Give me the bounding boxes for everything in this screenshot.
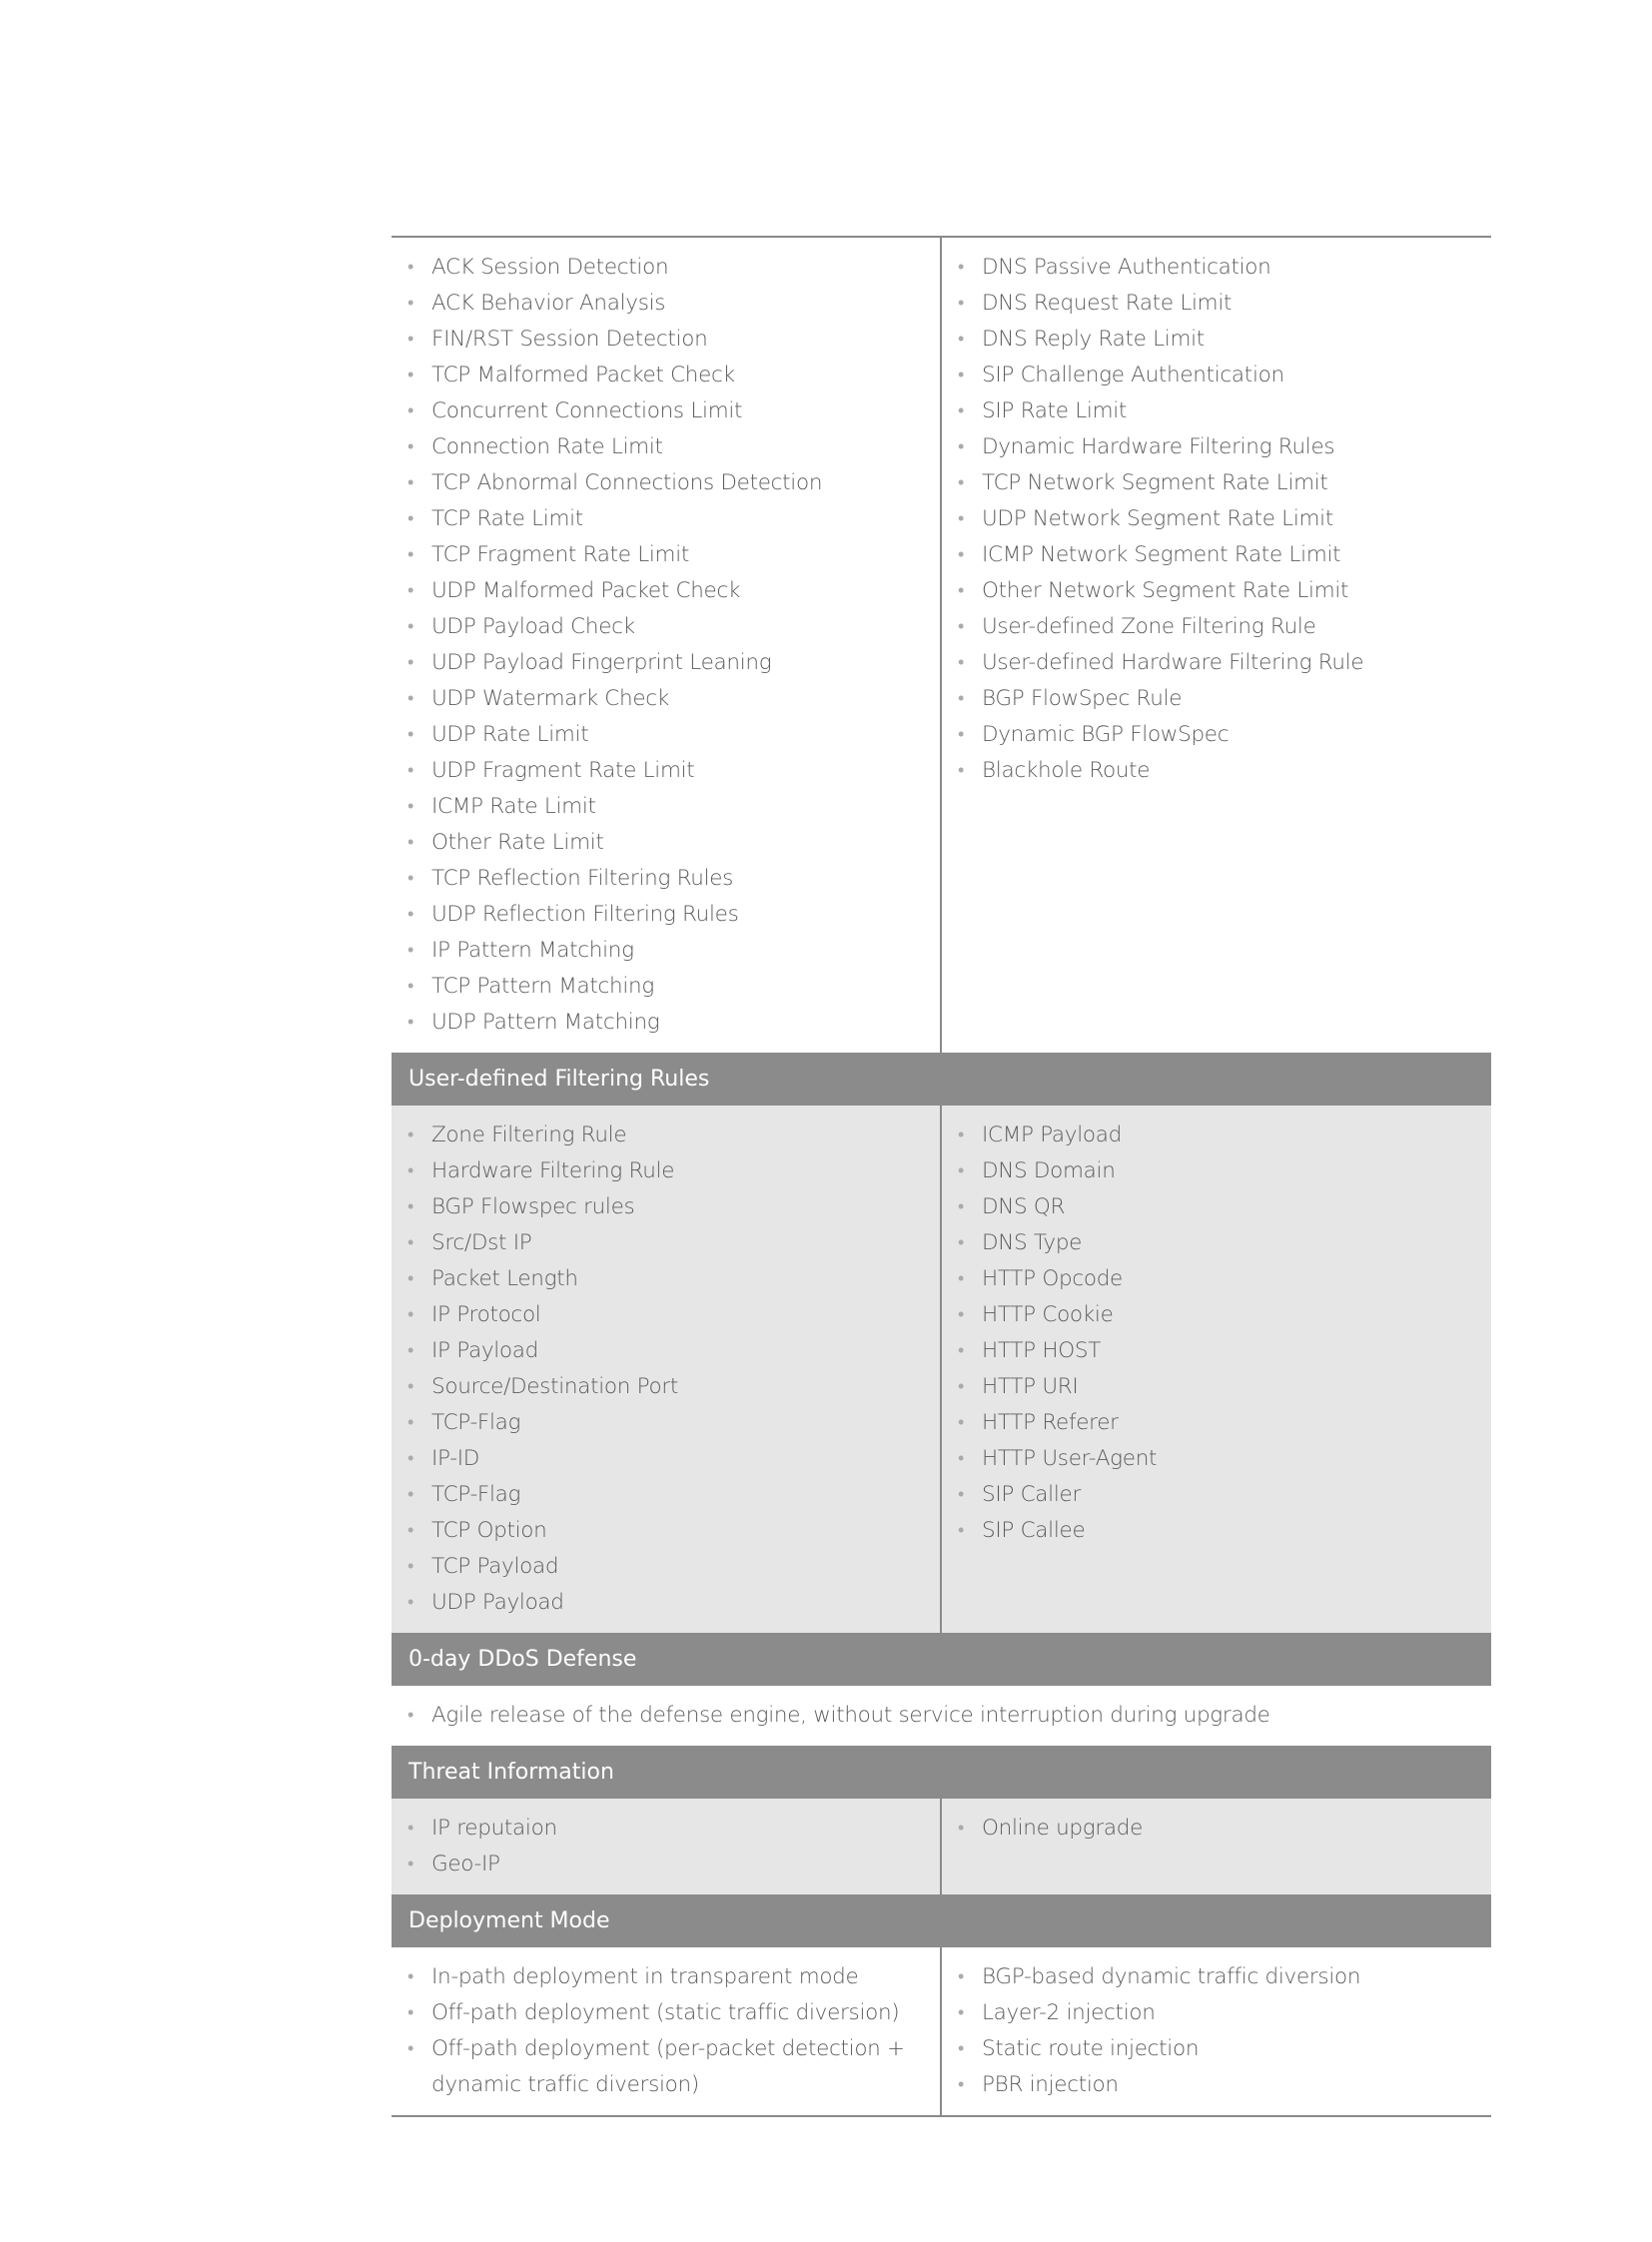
list-item xyxy=(392,1847,940,1882)
list-item xyxy=(392,1225,940,1261)
top-left-cell xyxy=(392,238,942,1053)
bullet-icon: • xyxy=(408,257,414,278)
bullet-icon: • xyxy=(958,1232,965,1253)
list-item xyxy=(942,393,1491,429)
bullet-icon: • xyxy=(408,616,414,637)
bullet-icon: • xyxy=(408,796,414,817)
list-item xyxy=(942,1189,1491,1225)
bullet-icon: • xyxy=(408,1376,414,1397)
list-item xyxy=(942,1513,1491,1549)
bullet-icon: • xyxy=(408,1232,414,1253)
list-item-text: ACK Behavior Analysis xyxy=(431,291,666,316)
list-item-text: PBR injection xyxy=(982,2072,1119,2097)
deployment-row xyxy=(392,1947,1491,2115)
list-item-text: TCP Rate Limit xyxy=(431,506,583,531)
list-item xyxy=(942,1333,1491,1369)
bullet-icon: • xyxy=(408,1966,414,1987)
list-item xyxy=(942,609,1491,645)
list-item xyxy=(392,1549,940,1585)
list-item xyxy=(392,1585,940,1621)
list-item xyxy=(392,1297,940,1333)
list-item-text: IP Pattern Matching xyxy=(431,938,634,963)
bullet-icon: • xyxy=(958,1340,965,1361)
list-item-text: HTTP HOST xyxy=(982,1338,1102,1363)
list-item xyxy=(942,501,1491,537)
bullet-icon: • xyxy=(408,832,414,853)
deployment-right-list xyxy=(942,1959,1491,2103)
list-item xyxy=(392,429,940,465)
list-item xyxy=(942,465,1491,501)
bullet-icon: • xyxy=(958,2038,965,2059)
list-item xyxy=(392,1995,940,2031)
threat-right-list xyxy=(942,1811,1491,1847)
list-item xyxy=(942,250,1491,286)
bullet-icon: • xyxy=(408,2038,414,2059)
list-item xyxy=(392,1189,940,1225)
list-item-text: UDP Malformed Packet Check xyxy=(431,578,741,603)
bullet-icon: • xyxy=(408,940,414,961)
list-item-text: IP Protocol xyxy=(431,1302,541,1327)
list-item-text: Other Network Segment Rate Limit xyxy=(982,578,1349,603)
bullet-icon: • xyxy=(408,544,414,565)
list-item xyxy=(392,861,940,897)
bullet-icon: • xyxy=(408,508,414,529)
bullet-icon: • xyxy=(408,472,414,493)
list-item-text: UDP Payload Fingerprint Leaning xyxy=(431,650,772,675)
bullet-icon: • xyxy=(958,1196,965,1217)
bullet-icon: • xyxy=(958,1818,965,1839)
list-item-text: DNS Domain xyxy=(982,1158,1116,1183)
list-item-text: Off-path deployment (static traffic diversion) xyxy=(431,2000,900,2025)
list-item xyxy=(392,1513,940,1549)
list-item xyxy=(392,1441,940,1477)
threat-row xyxy=(392,1799,1491,1894)
list-item-text: UDP Payload Check xyxy=(431,614,635,639)
top-feature-row xyxy=(392,238,1491,1053)
bullet-icon: • xyxy=(958,1412,965,1433)
list-item-text: DNS Reply Rate Limit xyxy=(982,327,1205,352)
list-item xyxy=(392,322,940,358)
list-item xyxy=(942,2067,1491,2103)
list-item xyxy=(392,825,940,861)
bullet-icon: • xyxy=(408,724,414,745)
list-item-text: UDP Fragment Rate Limit xyxy=(431,758,695,783)
list-item xyxy=(942,1811,1491,1847)
list-item xyxy=(942,1405,1491,1441)
list-item-text: ICMP Payload xyxy=(982,1122,1122,1147)
bullet-icon: • xyxy=(958,293,965,314)
bullet-icon: • xyxy=(408,1705,414,1726)
zero-day-list xyxy=(392,1698,1491,1734)
bullet-icon: • xyxy=(958,1160,965,1181)
zero-day-row xyxy=(392,1686,1491,1746)
bullet-icon: • xyxy=(408,1012,414,1033)
list-item xyxy=(942,429,1491,465)
bullet-icon: • xyxy=(958,652,965,673)
deployment-right-cell xyxy=(942,1947,1491,2115)
bullet-icon: • xyxy=(958,508,965,529)
bullet-icon: • xyxy=(408,1854,414,1874)
list-item-text: User-defined Zone Filtering Rule xyxy=(982,614,1316,639)
list-item xyxy=(942,1153,1491,1189)
bullet-icon: • xyxy=(958,1304,965,1325)
list-item-text: TCP Network Segment Rate Limit xyxy=(982,470,1328,495)
zero-day-cell xyxy=(392,1686,1491,1746)
list-item-text: Layer-2 injection xyxy=(982,2000,1156,2025)
list-item xyxy=(392,897,940,933)
list-item xyxy=(942,286,1491,322)
list-item xyxy=(392,537,940,573)
bullet-icon: • xyxy=(408,1484,414,1505)
threat-right-cell xyxy=(942,1799,1491,1894)
list-item xyxy=(392,789,940,825)
bullet-icon: • xyxy=(958,365,965,385)
list-item xyxy=(392,358,940,393)
bullet-icon: • xyxy=(408,1340,414,1361)
bullet-icon: • xyxy=(958,1448,965,1469)
list-item xyxy=(942,1261,1491,1297)
list-item xyxy=(942,358,1491,393)
bullet-icon: • xyxy=(408,1818,414,1839)
bullet-icon: • xyxy=(958,257,965,278)
list-item xyxy=(392,1811,940,1847)
list-item-text: Blackhole Route xyxy=(982,758,1151,783)
bullet-icon: • xyxy=(958,760,965,781)
list-item xyxy=(392,1118,940,1153)
list-item xyxy=(392,2031,940,2103)
bullet-icon: • xyxy=(958,436,965,457)
list-item-text: DNS Type xyxy=(982,1230,1083,1255)
bullet-icon: • xyxy=(958,1520,965,1541)
bullet-icon: • xyxy=(408,2002,414,2023)
list-item xyxy=(392,1153,940,1189)
bullet-icon: • xyxy=(408,1304,414,1325)
list-item-text: UDP Network Segment Rate Limit xyxy=(982,506,1333,531)
list-item-text: In-path deployment in transparent mode xyxy=(431,1964,859,1989)
bullet-icon: • xyxy=(958,1268,965,1289)
bullet-icon: • xyxy=(408,1412,414,1433)
list-item-text: Zone Filtering Rule xyxy=(431,1122,627,1147)
bullet-icon: • xyxy=(958,2002,965,2023)
list-item xyxy=(392,753,940,789)
user-defined-row xyxy=(392,1106,1491,1633)
list-item-text: TCP Payload xyxy=(431,1554,559,1579)
user-defined-left-list xyxy=(392,1118,940,1621)
zero-day-header: 0-day DDoS Defense xyxy=(392,1633,1491,1686)
spec-table xyxy=(392,236,1491,2117)
list-item xyxy=(392,1261,940,1297)
user-defined-left-cell xyxy=(392,1106,942,1633)
list-item-text: TCP-Flag xyxy=(431,1410,521,1435)
list-item xyxy=(942,573,1491,609)
bullet-icon: • xyxy=(408,868,414,889)
list-item-text: Hardware Filtering Rule xyxy=(431,1158,675,1183)
bullet-icon: • xyxy=(408,904,414,925)
list-item xyxy=(392,645,940,681)
list-item xyxy=(942,1959,1491,1995)
bullet-icon: • xyxy=(408,1196,414,1217)
bullet-icon: • xyxy=(408,1268,414,1289)
list-item-text: TCP Malformed Packet Check xyxy=(431,363,735,387)
list-item-text: TCP Abnormal Connections Detection xyxy=(431,470,823,495)
list-item-text: ICMP Network Segment Rate Limit xyxy=(982,542,1341,567)
list-item-text: HTTP Referer xyxy=(982,1410,1119,1435)
bullet-icon: • xyxy=(958,688,965,709)
bullet-icon: • xyxy=(408,688,414,709)
list-item xyxy=(942,1118,1491,1153)
list-item-text: TCP Pattern Matching xyxy=(431,974,654,999)
bullet-icon: • xyxy=(408,976,414,997)
list-item xyxy=(942,322,1491,358)
threat-header: Threat Information xyxy=(392,1746,1491,1799)
list-item xyxy=(392,1405,940,1441)
bullet-icon: • xyxy=(958,1484,965,1505)
list-item-text: IP-ID xyxy=(431,1446,479,1471)
list-item xyxy=(392,501,940,537)
bullet-icon: • xyxy=(958,616,965,637)
bullet-icon: • xyxy=(408,436,414,457)
list-item-text: ACK Session Detection xyxy=(431,255,669,280)
list-item-text: Dynamic Hardware Filtering Rules xyxy=(982,434,1335,459)
list-item xyxy=(942,681,1491,717)
list-item xyxy=(942,1995,1491,2031)
list-item-text: Agile release of the defense engine, without service interruption during upgrade xyxy=(431,1703,1270,1728)
bullet-icon: • xyxy=(958,724,965,745)
list-item xyxy=(942,1297,1491,1333)
bullet-icon: • xyxy=(958,544,965,565)
bullet-icon: • xyxy=(408,1592,414,1613)
list-item xyxy=(392,1959,940,1995)
bullet-icon: • xyxy=(958,472,965,493)
threat-left-list xyxy=(392,1811,940,1882)
deployment-left-cell xyxy=(392,1947,942,2115)
list-item-text: Source/Destination Port xyxy=(431,1374,679,1399)
list-item xyxy=(942,1369,1491,1405)
user-defined-right-cell xyxy=(942,1106,1491,1633)
list-item-text: IP reputaion xyxy=(431,1816,557,1841)
list-item-text: BGP Flowspec rules xyxy=(431,1194,635,1219)
list-item xyxy=(392,717,940,753)
list-item-text: Online upgrade xyxy=(982,1816,1144,1841)
list-item-text: SIP Caller xyxy=(982,1482,1081,1507)
bullet-icon: • xyxy=(408,400,414,421)
list-item-text: User-defined Hardware Filtering Rule xyxy=(982,650,1364,675)
list-item-text: Concurrent Connections Limit xyxy=(431,398,743,423)
top-right-cell xyxy=(942,238,1491,1053)
list-item-text: HTTP URI xyxy=(982,1374,1079,1399)
top-left-list xyxy=(392,250,940,1041)
list-item xyxy=(942,717,1491,753)
bullet-icon: • xyxy=(408,1124,414,1145)
list-item xyxy=(392,286,940,322)
list-item-text: UDP Watermark Check xyxy=(431,686,669,711)
top-right-list xyxy=(942,250,1491,789)
list-item-text: TCP Reflection Filtering Rules xyxy=(431,866,734,891)
list-item-text: DNS QR xyxy=(982,1194,1066,1219)
list-item-text: TCP Option xyxy=(431,1518,547,1543)
list-item xyxy=(392,393,940,429)
list-item xyxy=(942,645,1491,681)
bullet-icon: • xyxy=(408,1448,414,1469)
list-item-text: UDP Pattern Matching xyxy=(431,1010,660,1035)
list-item xyxy=(392,1005,940,1041)
list-item xyxy=(392,1477,940,1513)
list-item xyxy=(942,753,1491,789)
bullet-icon: • xyxy=(408,1556,414,1577)
bullet-icon: • xyxy=(958,329,965,350)
bullet-icon: • xyxy=(408,365,414,385)
bullet-icon: • xyxy=(408,1520,414,1541)
deployment-header: Deployment Mode xyxy=(392,1894,1491,1947)
list-item-text: DNS Passive Authentication xyxy=(982,255,1271,280)
bullet-icon: • xyxy=(408,580,414,601)
list-item-text: SIP Challenge Authentication xyxy=(982,363,1284,387)
list-item-text: UDP Payload xyxy=(431,1590,564,1615)
list-item-text: FIN/RST Session Detection xyxy=(431,327,708,352)
list-item-text: IP Payload xyxy=(431,1338,538,1363)
list-item xyxy=(392,1333,940,1369)
deployment-left-list xyxy=(392,1959,940,2103)
list-item-text: Packet Length xyxy=(431,1266,578,1291)
list-item-text: SIP Callee xyxy=(982,1518,1086,1543)
bullet-icon: • xyxy=(408,760,414,781)
list-item-text: SIP Rate Limit xyxy=(982,398,1128,423)
list-item-text: BGP-based dynamic traffic diversion xyxy=(982,1964,1361,1989)
threat-left-cell xyxy=(392,1799,942,1894)
user-defined-right-list xyxy=(942,1118,1491,1549)
bullet-icon: • xyxy=(958,580,965,601)
list-item xyxy=(942,1477,1491,1513)
list-item xyxy=(942,1225,1491,1261)
list-item-text: Dynamic BGP FlowSpec xyxy=(982,722,1230,747)
bullet-icon: • xyxy=(408,1160,414,1181)
list-item-text: HTTP Cookie xyxy=(982,1302,1114,1327)
list-item-text: Static route injection xyxy=(982,2036,1200,2061)
list-item xyxy=(392,1369,940,1405)
bullet-icon: • xyxy=(958,1966,965,1987)
list-item-text: Src/Dst IP xyxy=(431,1230,532,1255)
list-item-text: BGP FlowSpec Rule xyxy=(982,686,1183,711)
list-item xyxy=(942,537,1491,573)
bullet-icon: • xyxy=(408,652,414,673)
list-item-text: Off-path deployment (per-packet detection + dynamic traffic diversion) xyxy=(431,2036,905,2097)
list-item xyxy=(392,250,940,286)
list-item xyxy=(392,969,940,1005)
list-item-text: HTTP User-Agent xyxy=(982,1446,1158,1471)
list-item xyxy=(392,1698,1491,1734)
list-item xyxy=(942,1441,1491,1477)
bullet-icon: • xyxy=(958,400,965,421)
bullet-icon: • xyxy=(408,293,414,314)
user-defined-header: User-defined Filtering Rules xyxy=(392,1053,1491,1106)
list-item-text: UDP Rate Limit xyxy=(431,722,589,747)
list-item-text: Geo-IP xyxy=(431,1852,500,1876)
list-item-text: Connection Rate Limit xyxy=(431,434,663,459)
list-item-text: TCP-Flag xyxy=(431,1482,521,1507)
list-item-text: HTTP Opcode xyxy=(982,1266,1123,1291)
bullet-icon: • xyxy=(958,1124,965,1145)
list-item xyxy=(942,2031,1491,2067)
list-item xyxy=(392,573,940,609)
bullet-icon: • xyxy=(958,2074,965,2095)
list-item-text: TCP Fragment Rate Limit xyxy=(431,542,689,567)
list-item-text: DNS Request Rate Limit xyxy=(982,291,1233,316)
bullet-icon: • xyxy=(958,1376,965,1397)
list-item xyxy=(392,681,940,717)
list-item-text: ICMP Rate Limit xyxy=(431,794,596,819)
list-item-text: Other Rate Limit xyxy=(431,830,604,855)
list-item xyxy=(392,609,940,645)
list-item xyxy=(392,465,940,501)
list-item xyxy=(392,933,940,969)
bullet-icon: • xyxy=(408,329,414,350)
list-item-text: UDP Reflection Filtering Rules xyxy=(431,902,739,927)
